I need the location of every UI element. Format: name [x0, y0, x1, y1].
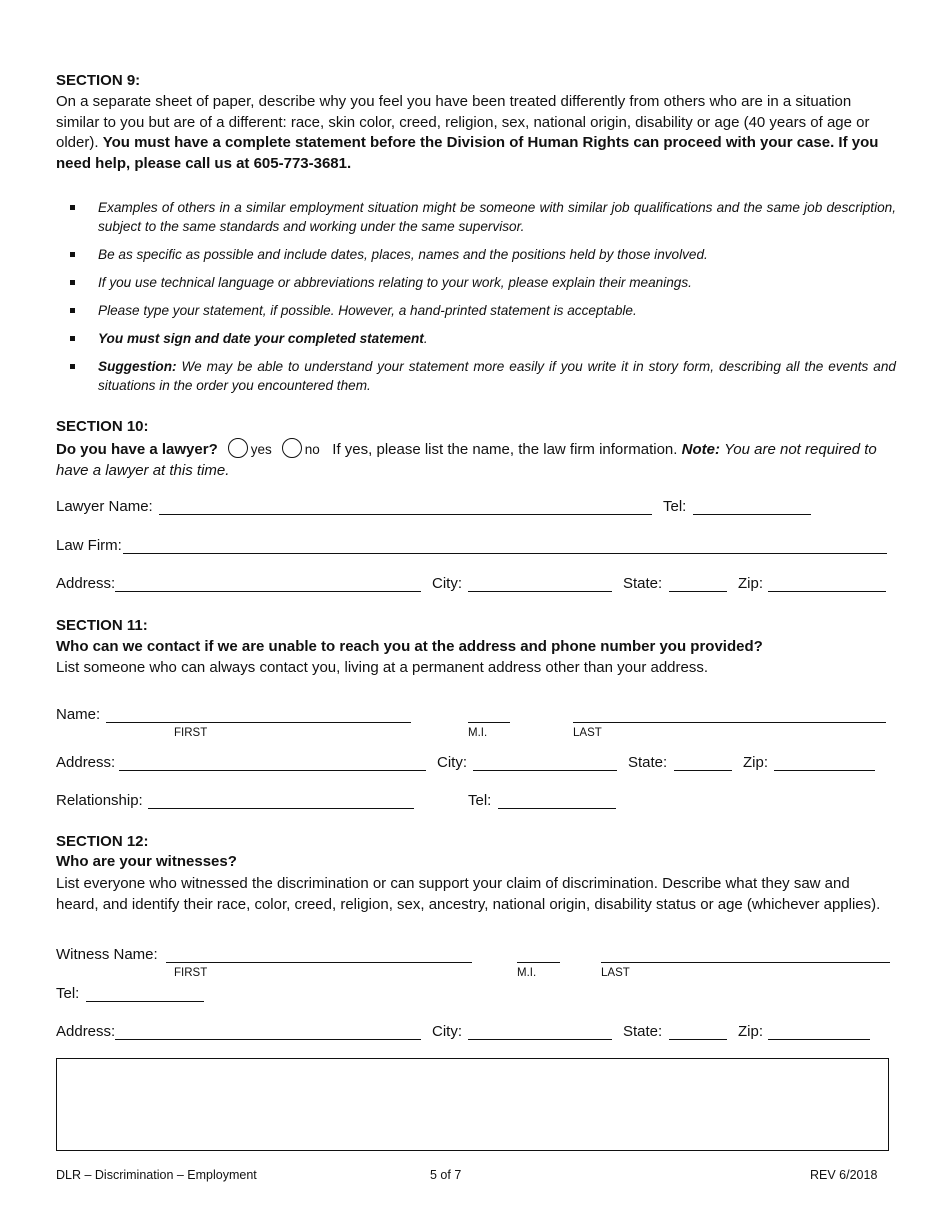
yes-label: yes: [250, 442, 272, 457]
contact-name-label: Name:: [56, 706, 101, 723]
bullet-square-icon: [70, 364, 75, 369]
section-11-question: Who can we contact if we are unable to reach you at the address and phone number you provided?: [56, 638, 763, 655]
contact-tel-label: Tel:: [468, 792, 492, 809]
section-11-instruction: List someone who can always contact you, living at a permanent address other than your address.: [56, 659, 709, 676]
contact-state-label: State:: [628, 754, 668, 771]
contact-mi-field[interactable]: [468, 722, 510, 723]
witness-state-field[interactable]: [669, 1039, 727, 1040]
no-label: no: [304, 442, 320, 457]
witness-statement-box[interactable]: [56, 1058, 889, 1151]
lawyer-state-label: State:: [623, 575, 663, 592]
contact-mi-caption: M.I.: [468, 727, 488, 739]
bullet-item: If you use technical language or abbreviations relating to your work, please explain their meanings.: [56, 273, 896, 292]
relationship-label: Relationship:: [56, 792, 143, 809]
witness-tel-label: Tel:: [56, 985, 80, 1002]
section-9-intro-plain: On a separate sheet of paper, describe why you feel you have been treated differently from others who are in a situation similar to you but are of a different: race, skin color, creed, religion, sex, national origin, disability or age (40 years of age or older).: [56, 93, 870, 151]
witness-last-name-field[interactable]: [601, 962, 890, 963]
footer-form-name: DLR – Discrimination – Employment: [56, 1168, 257, 1182]
bullet-square-icon: [70, 308, 75, 313]
section-9-bullet-list: [56, 198, 896, 404]
section-12-title: SECTION 12:: [56, 833, 149, 850]
contact-first-name-field[interactable]: [106, 722, 411, 723]
witness-mi-field[interactable]: [517, 962, 560, 963]
section-9-title: SECTION 9:: [56, 72, 141, 89]
relationship-field[interactable]: [148, 808, 414, 809]
bullet-square-icon: [70, 252, 75, 257]
witness-mi-caption: M.I.: [517, 967, 537, 979]
bullet-item: Please type your statement, if possible. However, a hand-printed statement is acceptable.: [56, 301, 896, 320]
section-9-intro-bold: You must have a complete statement before the Division of Human Rights can proceed with your case. If you need help, please call us at 605-773-3681.: [56, 134, 879, 172]
lawyer-tel-field[interactable]: [693, 514, 811, 515]
footer-page-number: 5 of 7: [430, 1168, 462, 1182]
lawyer-instruction: If yes, please list the name, the law firm information.: [332, 441, 678, 458]
law-firm-field[interactable]: [123, 553, 887, 554]
witness-last-caption: LAST: [601, 967, 630, 979]
note-text: You are not required to have a lawyer at this time.: [56, 441, 877, 479]
witness-first-caption: FIRST: [174, 967, 208, 979]
witness-city-label: City:: [432, 1023, 462, 1040]
bullet-item: Suggestion: We may be able to understand your statement more easily if you write it in story form, describing all the events and situations in the order you encountered them.: [56, 357, 896, 395]
section-12-instruction: List everyone who witnessed the discrimination or can support your claim of discrimination. Describe what they saw and heard, and identify their race, color, creed, religion, sex, ancestry, national origin, disability status or age (whichever applies).: [56, 875, 881, 913]
lawyer-name-label: Lawyer Name:: [56, 498, 153, 515]
lawyer-zip-label: Zip:: [738, 575, 764, 592]
lawyer-no-radio[interactable]: [282, 438, 302, 458]
note-label: Note:: [681, 441, 720, 458]
lawyer-yes-radio[interactable]: [228, 438, 248, 458]
lawyer-zip-field[interactable]: [768, 591, 886, 592]
lawyer-question: Do you have a lawyer?: [56, 441, 218, 458]
footer-revision: REV 6/2018: [810, 1168, 878, 1182]
witness-address-field[interactable]: [115, 1039, 421, 1040]
lawyer-name-field[interactable]: [159, 514, 652, 515]
witness-state-label: State:: [623, 1023, 663, 1040]
section-10-question-line: [56, 438, 894, 481]
bullet-item: You must sign and date your completed statement.: [56, 329, 896, 348]
section-9-intro: [56, 92, 894, 174]
contact-state-field[interactable]: [674, 770, 732, 771]
contact-last-name-field[interactable]: [573, 722, 886, 723]
bullet-item: Examples of others in a similar employment situation might be someone with similar job qualifications and the same job description, subject to the same standards and working under the same supervisor.: [56, 198, 896, 236]
witness-address-label: Address:: [56, 1023, 116, 1040]
bullet-square-icon: [70, 205, 75, 210]
lawyer-city-label: City:: [432, 575, 462, 592]
law-firm-label: Law Firm:: [56, 537, 122, 554]
section-12-question: Who are your witnesses?: [56, 853, 237, 870]
contact-zip-field[interactable]: [774, 770, 875, 771]
lawyer-address-field[interactable]: [115, 591, 421, 592]
bullet-square-icon: [70, 336, 75, 341]
contact-last-caption: LAST: [573, 727, 602, 739]
witness-zip-label: Zip:: [738, 1023, 764, 1040]
witness-tel-field[interactable]: [86, 1001, 204, 1002]
contact-address-label: Address:: [56, 754, 116, 771]
witness-first-name-field[interactable]: [166, 962, 472, 963]
bullet-item: Be as specific as possible and include dates, places, names and the positions held by those involved.: [56, 245, 896, 264]
contact-city-field[interactable]: [473, 770, 617, 771]
contact-first-caption: FIRST: [174, 727, 208, 739]
contact-tel-field[interactable]: [498, 808, 616, 809]
witness-zip-field[interactable]: [768, 1039, 870, 1040]
bullet-square-icon: [70, 280, 75, 285]
witness-city-field[interactable]: [468, 1039, 612, 1040]
lawyer-city-field[interactable]: [468, 591, 612, 592]
contact-address-field[interactable]: [119, 770, 426, 771]
witness-name-label: Witness Name:: [56, 946, 158, 963]
lawyer-tel-label: Tel:: [663, 498, 687, 515]
section-11-title: SECTION 11:: [56, 617, 148, 634]
contact-zip-label: Zip:: [743, 754, 769, 771]
lawyer-address-label: Address:: [56, 575, 116, 592]
contact-city-label: City:: [437, 754, 467, 771]
section-10-title: SECTION 10:: [56, 418, 149, 435]
lawyer-state-field[interactable]: [669, 591, 727, 592]
